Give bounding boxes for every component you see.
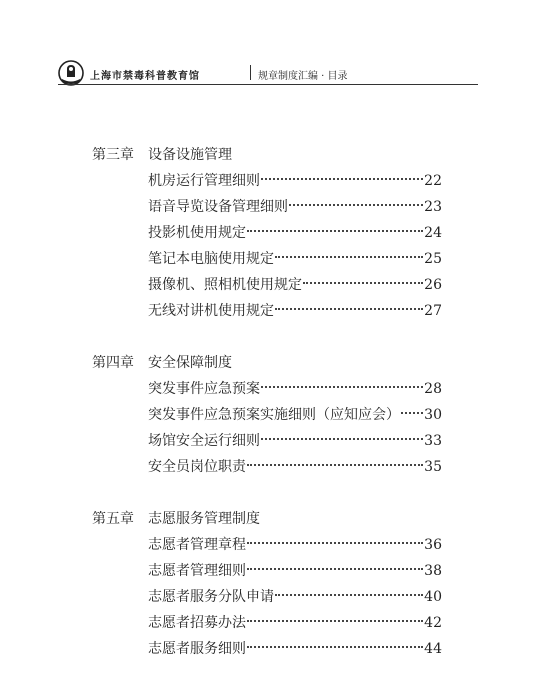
toc-entry[interactable] — [92, 376, 442, 402]
dot-leader — [247, 542, 423, 544]
chapter-number: 第五章 — [92, 511, 134, 527]
chapter-heading — [92, 350, 442, 376]
toc-entry[interactable] — [92, 532, 442, 558]
toc-entry-page: 33 — [424, 433, 442, 449]
toc-entry[interactable] — [92, 584, 442, 610]
toc-entry-page: 22 — [424, 173, 442, 189]
toc-entry[interactable] — [92, 454, 442, 480]
dot-leader — [247, 464, 423, 466]
chapter-heading — [92, 142, 442, 168]
toc-entry[interactable] — [92, 428, 442, 454]
page-header — [58, 60, 478, 86]
toc-entry-page: 28 — [424, 381, 442, 397]
chapter-number: 第四章 — [92, 355, 134, 371]
dot-leader — [261, 386, 423, 388]
header-divider — [250, 65, 251, 80]
toc-entry[interactable] — [92, 246, 442, 272]
toc-entry[interactable] — [92, 194, 442, 220]
toc-entry[interactable] — [92, 610, 442, 636]
toc-entry-title: 摄像机、照相机使用规定 — [148, 277, 302, 293]
toc-entry-title: 安全员岗位职责 — [148, 459, 246, 475]
dot-leader — [303, 282, 423, 284]
toc-entry-title: 志愿者服务分队申请 — [148, 589, 274, 605]
toc-entry[interactable] — [92, 558, 442, 584]
table-of-contents — [92, 142, 442, 688]
toc-entry-page: 25 — [424, 251, 442, 267]
toc-entry-page: 38 — [424, 563, 442, 579]
toc-entry-title: 笔记本电脑使用规定 — [148, 251, 274, 267]
dot-leader — [247, 646, 423, 648]
dot-leader — [261, 178, 423, 180]
chapter-title: 志愿服务管理制度 — [148, 511, 260, 527]
toc-entry-page: 36 — [424, 537, 442, 553]
header-doc-title: 规章制度汇编 · 目录 — [258, 71, 348, 82]
toc-entry-page: 42 — [424, 615, 442, 631]
toc-entry-page: 24 — [424, 225, 442, 241]
toc-entry[interactable] — [92, 220, 442, 246]
toc-entry-title: 投影机使用规定 — [148, 225, 246, 241]
toc-entry-title: 志愿者管理章程 — [148, 537, 246, 553]
toc-entry-title: 无线对讲机使用规定 — [148, 303, 274, 319]
toc-entry-title: 场馆安全运行细则 — [148, 433, 260, 449]
chapter-title: 安全保障制度 — [148, 355, 232, 371]
toc-entry-page: 35 — [424, 459, 442, 475]
toc-entry[interactable] — [92, 168, 442, 194]
toc-entry[interactable] — [92, 272, 442, 298]
toc-chapter — [92, 506, 442, 662]
toc-entry-title: 突发事件应急预案实施细则（应知应会） — [148, 407, 400, 423]
toc-entry-page: 44 — [424, 641, 442, 657]
header-rule — [58, 84, 478, 85]
toc-entry-title: 突发事件应急预案 — [148, 381, 260, 397]
dot-leader — [247, 230, 423, 232]
toc-entry-title: 志愿者招募办法 — [148, 615, 246, 631]
toc-entry-page: 40 — [424, 589, 442, 605]
toc-chapter — [92, 350, 442, 480]
dot-leader — [247, 620, 423, 622]
toc-entry-title: 机房运行管理细则 — [148, 173, 260, 189]
toc-entry-page: 30 — [424, 407, 442, 423]
toc-entry-page: 26 — [424, 277, 442, 293]
dot-leader — [275, 256, 423, 258]
toc-entry[interactable] — [92, 402, 442, 428]
toc-entry-title: 语音导览设备管理细则 — [148, 199, 288, 215]
toc-entry-title: 志愿者管理细则 — [148, 563, 246, 579]
header-org-name: 上海市禁毒科普教育馆 — [90, 71, 200, 82]
toc-entry[interactable] — [92, 636, 442, 662]
chapter-title: 设备设施管理 — [148, 147, 232, 163]
toc-chapter — [92, 142, 442, 324]
toc-entry-page: 27 — [424, 303, 442, 319]
chapter-heading — [92, 506, 442, 532]
dot-leader — [275, 594, 423, 596]
dot-leader — [289, 204, 423, 206]
dot-leader — [247, 568, 423, 570]
toc-entry-title: 志愿者服务细则 — [148, 641, 246, 657]
toc-entry[interactable] — [92, 298, 442, 324]
dot-leader — [275, 308, 423, 310]
dot-leader — [261, 438, 423, 440]
toc-entry-page: 23 — [424, 199, 442, 215]
museum-logo-icon — [58, 60, 84, 86]
chapter-number: 第三章 — [92, 147, 134, 163]
dot-leader — [401, 412, 423, 414]
